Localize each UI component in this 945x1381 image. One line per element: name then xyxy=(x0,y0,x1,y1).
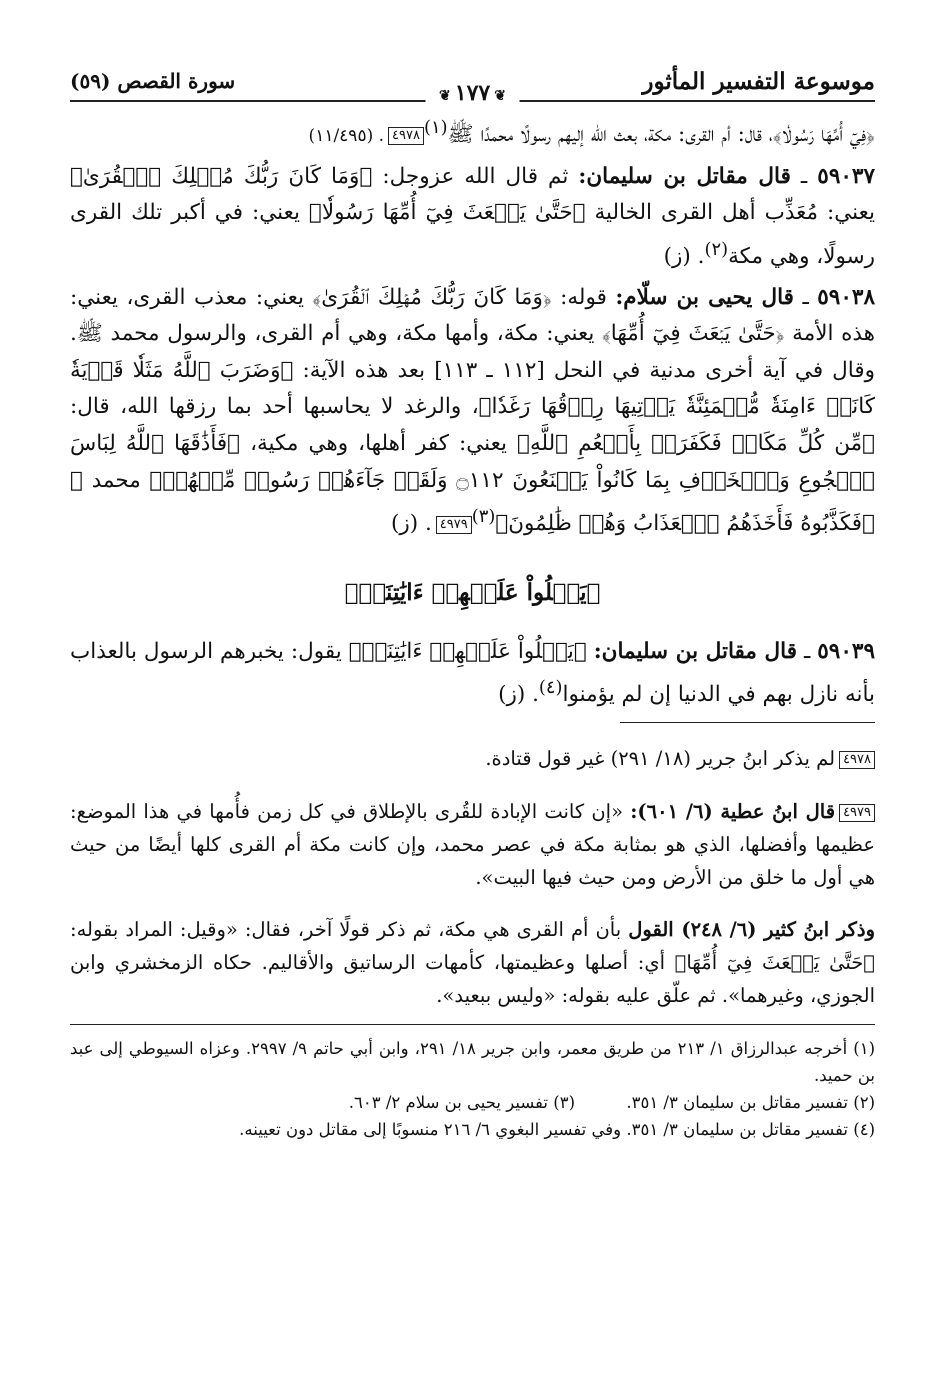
entry-text: ﴿يَتۡلُواْ عَلَيۡهِمۡ ءَايَٰتِنَاۚ﴾ يقول: يخبرهم الرسول بالعذاب بأنه نازل بهم في الدنيا إن لم يؤمنوا xyxy=(70,638,875,708)
surah-title: سورة القصص (٥٩) xyxy=(70,69,236,93)
footnote-mark: (٣) xyxy=(471,506,496,528)
comment-ref-box: ٤٩٧٨ xyxy=(388,127,424,145)
footnote-1: (١) أخرجه عبدالرزاق ١/ ٢١٣ من طريق معمر، وابن جرير ١٨/ ٢٩١، وابن أبي حاتم ٩/ ٢٩٩٧. وعزاه السيوطي إلى عبد بن حميد. xyxy=(70,1039,876,1086)
entry-speaker: قال مقاتل بن سليمان: xyxy=(578,163,791,189)
comment-ibn-kathir xyxy=(70,913,875,1012)
main-text xyxy=(70,110,875,1143)
footnotes xyxy=(70,1035,875,1143)
comment-ref-box: ٤٩٧٩ xyxy=(436,516,472,534)
entry-continuation xyxy=(70,110,875,155)
entry-speaker: قال يحيى بن سلّام: xyxy=(615,284,794,310)
verse-heading: ﴿يَتۡلُواْ عَلَيۡهِمۡ ءَايَٰتِنَاۚ﴾ xyxy=(344,579,601,606)
footnote-mark: (٤) xyxy=(538,677,563,699)
entry-number: ٥٩٠٣٩ xyxy=(817,638,875,664)
entry-speaker: قال مقاتل بن سليمان: xyxy=(593,638,797,664)
footnote-mark: (١) xyxy=(423,117,448,138)
comment-text: بأن أم القرى هي مكة، ثم ذكر قولًا آخر، فقال: «وقيل: المراد بقوله: ﴿حَتَّىٰ يَبۡعَثَ فِيٓ أُمِّهَا﴾ أي: أصلها وعظيمتها، كأمهات الرساتيق والأقاليم. حكاه الزمخشري وابن الجوزي، وغيرهما». ثم علّق عليه بقوله: «وليس ببعيد». xyxy=(70,918,875,1008)
comment-ref-box: ٤٩٧٨ xyxy=(839,751,875,769)
footnote-4: (٤) تفسير مقاتل بن سليمان ٣/ ٣٥١. وفي تفسير البغوي ٦/ ٢١٦ منسوبًا إلى مقاتل دون تعيينه. xyxy=(239,1120,875,1140)
comment-4978 xyxy=(70,742,875,775)
entry-source: . (ز) xyxy=(498,682,539,708)
ornament-icon: ❦ xyxy=(439,88,451,104)
footnote-2: (٢) تفسير مقاتل بن سليمان ٣/ ٣٥١. xyxy=(626,1093,875,1113)
comment-ref-box: ٤٩٧٩ xyxy=(839,804,875,822)
comment-4979 xyxy=(70,795,875,894)
entry-source: . (ز) xyxy=(390,511,432,537)
footnotes-separator xyxy=(70,1024,875,1025)
comments-separator xyxy=(620,722,875,723)
entry-number: ٥٩٠٣٨ xyxy=(817,284,875,310)
page xyxy=(70,62,875,1143)
entry-59039: ٥٩٠٣٩ ـ قال مقاتل بن سليمان: ﴿يَتۡلُواْ عَلَيۡهِمۡ ءَايَٰتِنَاۚ﴾ يقول: يخبرهم الرسول بالعذاب بأنه نازل بهم في الدنيا إن لم يؤمنوا$^{(٤)}$. (ز) xyxy=(70,638,875,708)
footnote-row xyxy=(70,1089,875,1116)
comment-text: «إن كانت الإبادة للقُرى بالإطلاق في كل زمن فأُمها في هذا الموضع: عظيمها وأفضلها، الذي هو بمثابة مكة في عصر محمد، وإن كانت مكة أم القرى كلها أيضًا من حيث هي أول ما خلق من الأرض ومن حيث فيها البيت». xyxy=(70,799,875,889)
page-header xyxy=(70,62,875,106)
comment-lead: قال ابنُ عطية (٦/ ٦٠١): xyxy=(630,799,836,823)
comment-text: لم يذكر ابنُ جرير (١٨/ ٢٩١) غير قول قتادة. xyxy=(485,747,836,771)
ornament-icon: ❦ xyxy=(494,88,506,104)
footnote-mark: (٢) xyxy=(704,238,729,260)
footnote-3: (٣) تفسير يحيى بن سلام ٢/ ٦٠٣. xyxy=(348,1093,575,1113)
entry-source: . (ز) xyxy=(663,244,705,270)
entry-59038: ٥٩٠٣٨ ـ قال يحيى بن سلّام: قوله: ﴿وَمَا كَانَ رَبُّكَ مُهۡلِكَ ٱلۡقُرَىٰ﴾ يعني: معذب القرى، يعني: هذه الأمة ﴿حَتَّىٰ يَبۡعَثَ فِيٓ أُمِّهَا﴾ يعني: مكة، وأمها مكة، وهي أم القرى، والرسول محمد ﷺ. وقال في آية أخرى مدنية في النحل [١١٢ ـ ١١٣] بعد هذه الآية: ﴿وَضَرَبَ ٱللَّهُ مَثَلٗا قَرۡيَةٗ كَانَتۡ ءَامِنَةٗ مُّطۡمَئِنَّةٗ يَأۡتِيهَا رِزۡقُهَا رَغَدٗا﴾، والرغد لا يحاسبها أحد بما رزقها الله، قال: ﴿مِّن كُلِّ مَكَانٖ فَكَفَرَتۡ بِأَنۡعُمِ ٱللَّهِ﴾ يعني: كفر أهلها، وهي مكية، ﴿فَأَذَٰقَهَا ٱللَّهُ لِبَاسَ ٱلۡجُوعِ وَٱلۡخَوۡفِ بِمَا كَانُواْ يَصۡنَعُونَ ۝١١٢ وَلَقَدۡ جَآءَهُمۡ رَسُولٞ مِّنۡهُمۡ﴾ محمد ﷺ ﴿فَكَذَّبُوهُ فَأَخَذَهُمُ ٱلۡعَذَابُ وَهُمۡ ظَٰلِمُونَ﴾$^{(٣)}$٤٩٧٩. (ز) xyxy=(70,284,876,537)
entry-text: ﴿فِيٓ أُمِّهَا رَسُولٗا﴾، قال: أم القرى: مكة، بعث الله إليهم رسولًا محمدًا ﷺ xyxy=(447,122,875,148)
entry-59037: ٥٩٠٣٧ ـ قال مقاتل بن سليمان: ثم قال الله عزوجل: ﴿وَمَا كَانَ رَبُّكَ مُهۡلِكَ ٱلۡقُرَىٰ﴾ يعني: مُعَذِّب أهل القرى الخالية ﴿حَتَّىٰ يَبۡعَثَ فِيٓ أُمِّهَا رَسُولٗا﴾ يعني: في أكبر تلك القرى رسولًا، وهي مكة$^{(٢)}$. (ز) xyxy=(70,163,876,270)
entry-number: ٥٩٠٣٧ xyxy=(817,163,876,189)
entry-source: . (١١/٤٩٥) xyxy=(308,126,385,147)
book-title: موسوعة التفسير المأثور xyxy=(642,67,875,95)
page-number: ❦١٧٧❦ xyxy=(425,80,520,106)
comment-lead: وذكر ابنُ كثير (٦/ ٢٤٨) القول xyxy=(628,918,875,942)
entry-text: قوله: ﴿وَمَا كَانَ رَبُّكَ مُهۡلِكَ ٱلۡقُرَىٰ﴾ يعني: معذب القرى، يعني: هذه الأمة ﴿حَتَّىٰ يَبۡعَثَ فِيٓ أُمِّهَا﴾ يعني: مكة، وأمها مكة، وهي أم القرى، والرسول محمد ﷺ. وقال في آية أخرى مدنية في النحل [١١٢ ـ ١١٣] بعد هذه الآية: ﴿وَضَرَبَ ٱللَّهُ مَثَلٗا قَرۡيَةٗ كَانَتۡ ءَامِنَةٗ مُّطۡمَئِنَّةٗ يَأۡتِيهَا رِزۡقُهَا رَغَدٗا﴾، والرغد لا يحاسبها أحد بما رزقها الله، قال: ﴿مِّن كُلِّ مَكَانٖ فَكَفَرَتۡ بِأَنۡعُمِ ٱللَّهِ﴾ يعني: كفر أهلها، وهي مكية، ﴿فَأَذَٰقَهَا ٱللَّهُ لِبَاسَ ٱلۡجُوعِ وَٱلۡخَوۡفِ بِمَا كَانُواْ يَصۡنَعُونَ ۝١١٢ وَلَقَدۡ جَآءَهُمۡ رَسُولٞ مِّنۡهُمۡ﴾ محمد ﷺ ﴿فَكَذَّبُوهُ فَأَخَذَهُمُ ٱلۡعَذَابُ وَهُمۡ ظَٰلِمُونَ﴾ xyxy=(70,284,876,537)
entry-text: ثم قال الله عزوجل: ﴿وَمَا كَانَ رَبُّكَ مُهۡلِكَ ٱلۡقُرَىٰ﴾ يعني: مُعَذِّب أهل القرى الخالية ﴿حَتَّىٰ يَبۡعَثَ فِيٓ أُمِّهَا رَسُولٗا﴾ يعني: في أكبر تلك القرى رسولًا، وهي مكة xyxy=(70,163,875,270)
